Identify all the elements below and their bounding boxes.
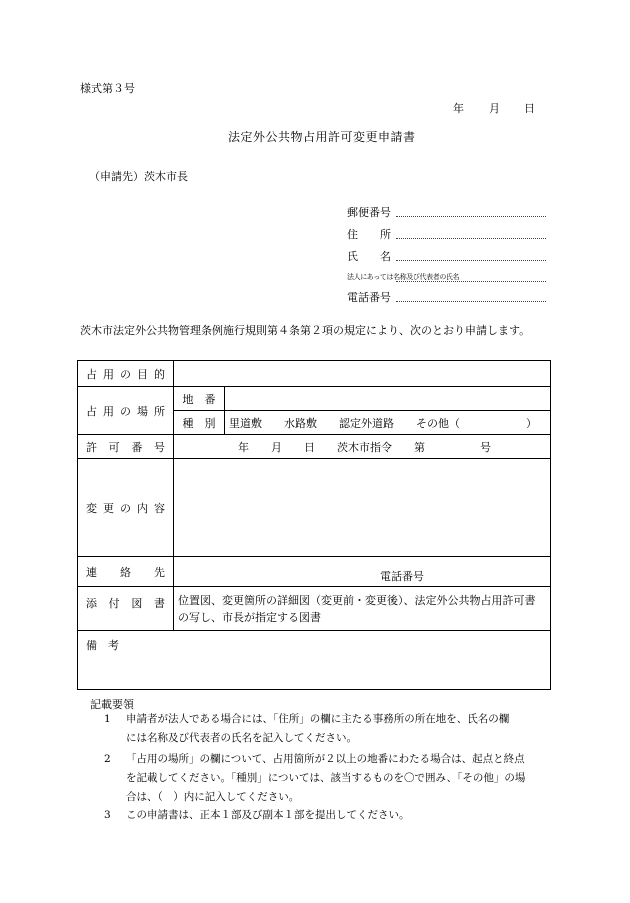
contact-field[interactable] [174,557,551,587]
permit-number-field[interactable]: 年 月 日 茨木市指令 第 号 [174,435,551,459]
note-text: 申請者が法人である場合には、「住所」の欄に主たる事務所の所在地を、氏名の欄 [126,713,510,725]
postal-code-field[interactable] [396,216,546,217]
form-number: 様式第３号 [80,82,135,95]
name-field[interactable] [396,260,546,261]
table-row [78,557,551,587]
note-number: 2 [104,753,111,765]
note-item [104,806,550,825]
phone-label: 電話番号 [347,291,391,304]
table-row [78,459,551,557]
note-number: 1 [104,713,111,725]
contact-phone-label: 電話番号 [380,570,424,583]
table-row [78,631,551,690]
note-text: この申請書は、正本１部及び副本１部を提出してください。 [126,809,410,821]
address-field[interactable] [396,238,546,239]
table-row [78,361,551,387]
type-options[interactable]: 里道敷 水路敷 認定外道路 その他（ ） [225,411,551,435]
type-label: 種 別 [174,411,225,435]
date-month: 月 [489,102,500,115]
contact-label: 連絡先 [78,557,174,587]
purpose-field[interactable] [174,361,551,387]
purpose-label: 占用の目的 [78,361,174,387]
name-label: 氏 名 [347,250,391,263]
corporate-note-label: 法人にあっては名称及び代表者の氏名 [347,273,460,281]
attachments-text: 位置図、変更箇所の詳細図（変更前・変更後）、法定外公共物占用許可書の写し、市長が指定する図書 [174,587,551,631]
note-text: には名称及び代表者の氏名を記入してください。 [126,732,357,744]
address-label: 住 所 [347,228,391,241]
note-item [104,750,550,807]
note-number: 3 [104,809,111,821]
postal-code-label: 郵便番号 [347,206,391,219]
permit-number-label: 許可番号 [78,435,174,459]
note-text: 「占用の場所」の欄について、占用箇所が２以上の地番にわたる場合は、起点と終点 [126,753,525,765]
table-row [78,587,551,631]
note-text: を記載してください。「種別」については、該当するものを〇で囲み、「その他」の場 [126,772,526,784]
attachments-label: 添付図書 [78,587,174,631]
note-item [104,710,550,748]
date-day: 日 [524,102,535,115]
recipient: （申請先）茨木市長 [89,170,188,183]
form-title: 法定外公共物占用許可変更申請書 [228,130,416,144]
corporate-note-field[interactable] [396,281,546,282]
intro-text: 茨木市法定外公共物管理条例施行規則第４条第２項の規定により、次のとおり申請します。 [80,324,531,337]
remarks-field[interactable] [78,631,551,690]
lot-field[interactable] [225,387,551,411]
change-content-field[interactable] [174,459,551,557]
change-content-label: 変更の内容 [78,459,174,557]
date-year: 年 [453,102,464,115]
application-table [77,360,551,690]
notes-title: 記載要領 [90,698,134,711]
phone-field[interactable] [396,301,546,302]
note-text: 合は、（ ）内に記入してください。 [126,791,300,803]
table-row [78,387,551,411]
place-label: 占用の場所 [78,387,174,435]
table-row [78,435,551,459]
lot-label: 地 番 [174,387,225,411]
remarks-label: 備 考 [86,639,119,652]
